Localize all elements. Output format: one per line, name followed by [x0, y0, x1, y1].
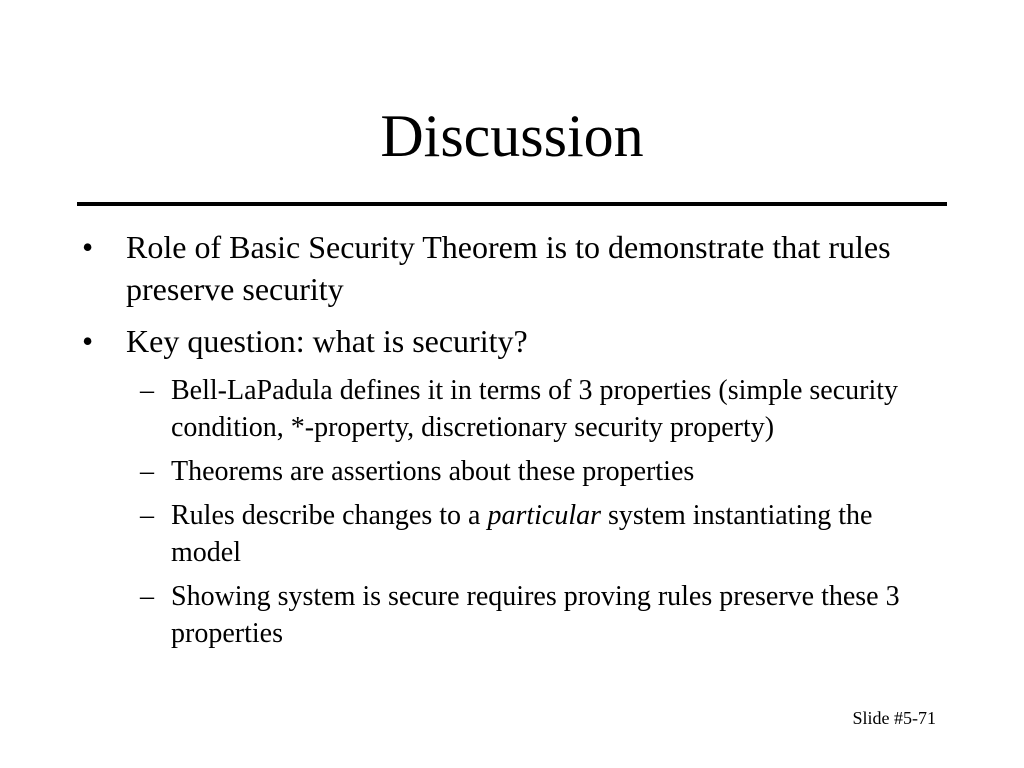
bullet-marker: • [82, 323, 94, 359]
dash-marker: – [140, 375, 154, 406]
sub-bullet-text-after: system instantiating the model [171, 500, 873, 568]
sub-bullet-item [126, 497, 942, 571]
slide-number: Slide #5-71 [852, 708, 936, 728]
dash-marker: – [140, 456, 154, 487]
sub-bullet-item [126, 453, 942, 490]
sub-bullet-text: Theorems are assertions about these properties [171, 456, 695, 487]
sub-bullet-text: Showing system is secure requires proving rules preserve these 3 properties [171, 581, 900, 649]
sub-bullet-text: Bell-LaPadula defines it in terms of 3 properties (simple security condition, *-property, discretionary security property) [171, 375, 899, 443]
bullet-text: Role of Basic Security Theorem is to demonstrate that rules preserve security [126, 229, 891, 307]
emphasis-text: particular [487, 500, 602, 531]
sub-bullet-item [126, 578, 942, 652]
slide-title: Discussion [380, 103, 644, 169]
dash-marker: – [140, 500, 154, 531]
bullet-item [82, 320, 942, 362]
sub-bullet-text [171, 500, 872, 568]
bullet-marker: • [82, 229, 94, 265]
sub-bullet-text-before: Rules describe changes to a [171, 500, 488, 531]
bullet-text: Key question: what is security? [126, 323, 528, 359]
slide-body [82, 226, 942, 659]
sub-bullet-item [126, 372, 942, 446]
bullet-item [82, 226, 942, 310]
title-divider [77, 202, 947, 206]
dash-marker: – [140, 581, 154, 612]
